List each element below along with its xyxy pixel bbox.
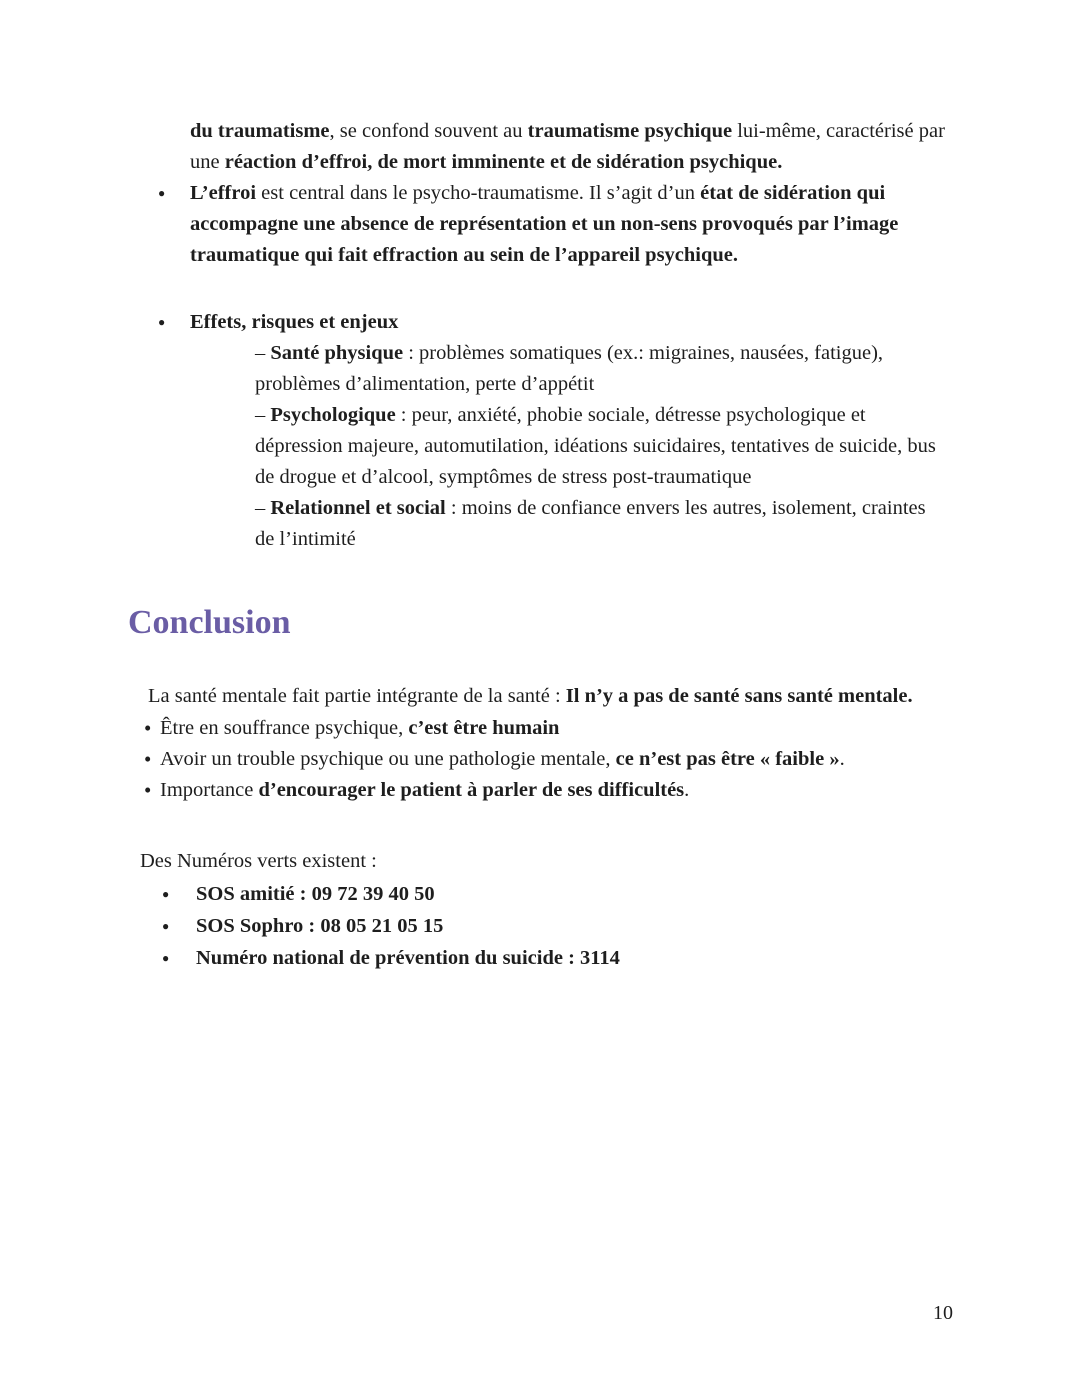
bullet-list-conclusion	[128, 713, 950, 806]
section-heading-conclusion: Conclusion	[128, 604, 291, 641]
bullet-list-hotlines	[128, 878, 950, 974]
bullet-list-psychotrauma	[128, 178, 950, 555]
paragraph-numeros-verts: Des Numéros verts existent :	[140, 850, 377, 872]
bullet-item-effets-risques	[128, 307, 950, 555]
bullet-item-effroi: ● L’effroi est central dans le psycho-traumatisme. Il s’agit d’un état de sidération qui accompagne une absence de représentation et un non-sens provoqués par l’image traumatique qui fait effraction au sein de l’appareil psychique.	[128, 178, 950, 271]
bullet-item-effets-header: Effets, risques et enjeux	[190, 311, 399, 333]
bullet-item-trouble-psychique: • Avoir un trouble psychique ou une pathologie mentale, ce n’est pas être « faible ».	[128, 744, 950, 775]
hotline-item-sos-sophro: ● SOS Sophro : 08 05 21 05 15	[128, 910, 950, 942]
dash-item-psychologique: – Psychologique : peur, anxiété, phobie sociale, détresse psychologique et dépression majeure, automutilation, idéations suicidaires, tentatives de suicide, bus de drogue et d’alcool, symptômes de stress post-traumatique	[255, 404, 936, 488]
bullet-item-souffrance: • Être en souffrance psychique, c’est être humain	[128, 713, 950, 744]
paragraph-traumatisme: du traumatisme, se confond souvent au traumatisme psychique lui-même, caractérisé par une réaction d’effroi, de mort imminente et de sidération psychique.	[190, 120, 945, 173]
dash-item-sante-physique: – Santé physique : problèmes somatiques (ex.: migraines, nausées, fatigue), problèmes d’alimentation, perte d’appétit	[255, 342, 884, 395]
dash-item-relationnel-social: – Relationnel et social : moins de confiance envers les autres, isolement, craintes de l’intimité	[255, 497, 926, 550]
paragraph-sante-mentale: La santé mentale fait partie intégrante de la santé : Il n’y a pas de santé sans santé mentale.	[148, 685, 913, 707]
hotline-item-sos-amitie: ● SOS amitié : 09 72 39 40 50	[128, 878, 950, 910]
hotline-item-3114: ● Numéro national de prévention du suicide : 3114	[128, 942, 950, 974]
bullet-item-encourager-patient: • Importance d’encourager le patient à parler de ses difficultés.	[128, 775, 950, 806]
page-number: 10	[933, 1302, 953, 1324]
dash-list-effets	[255, 338, 950, 555]
